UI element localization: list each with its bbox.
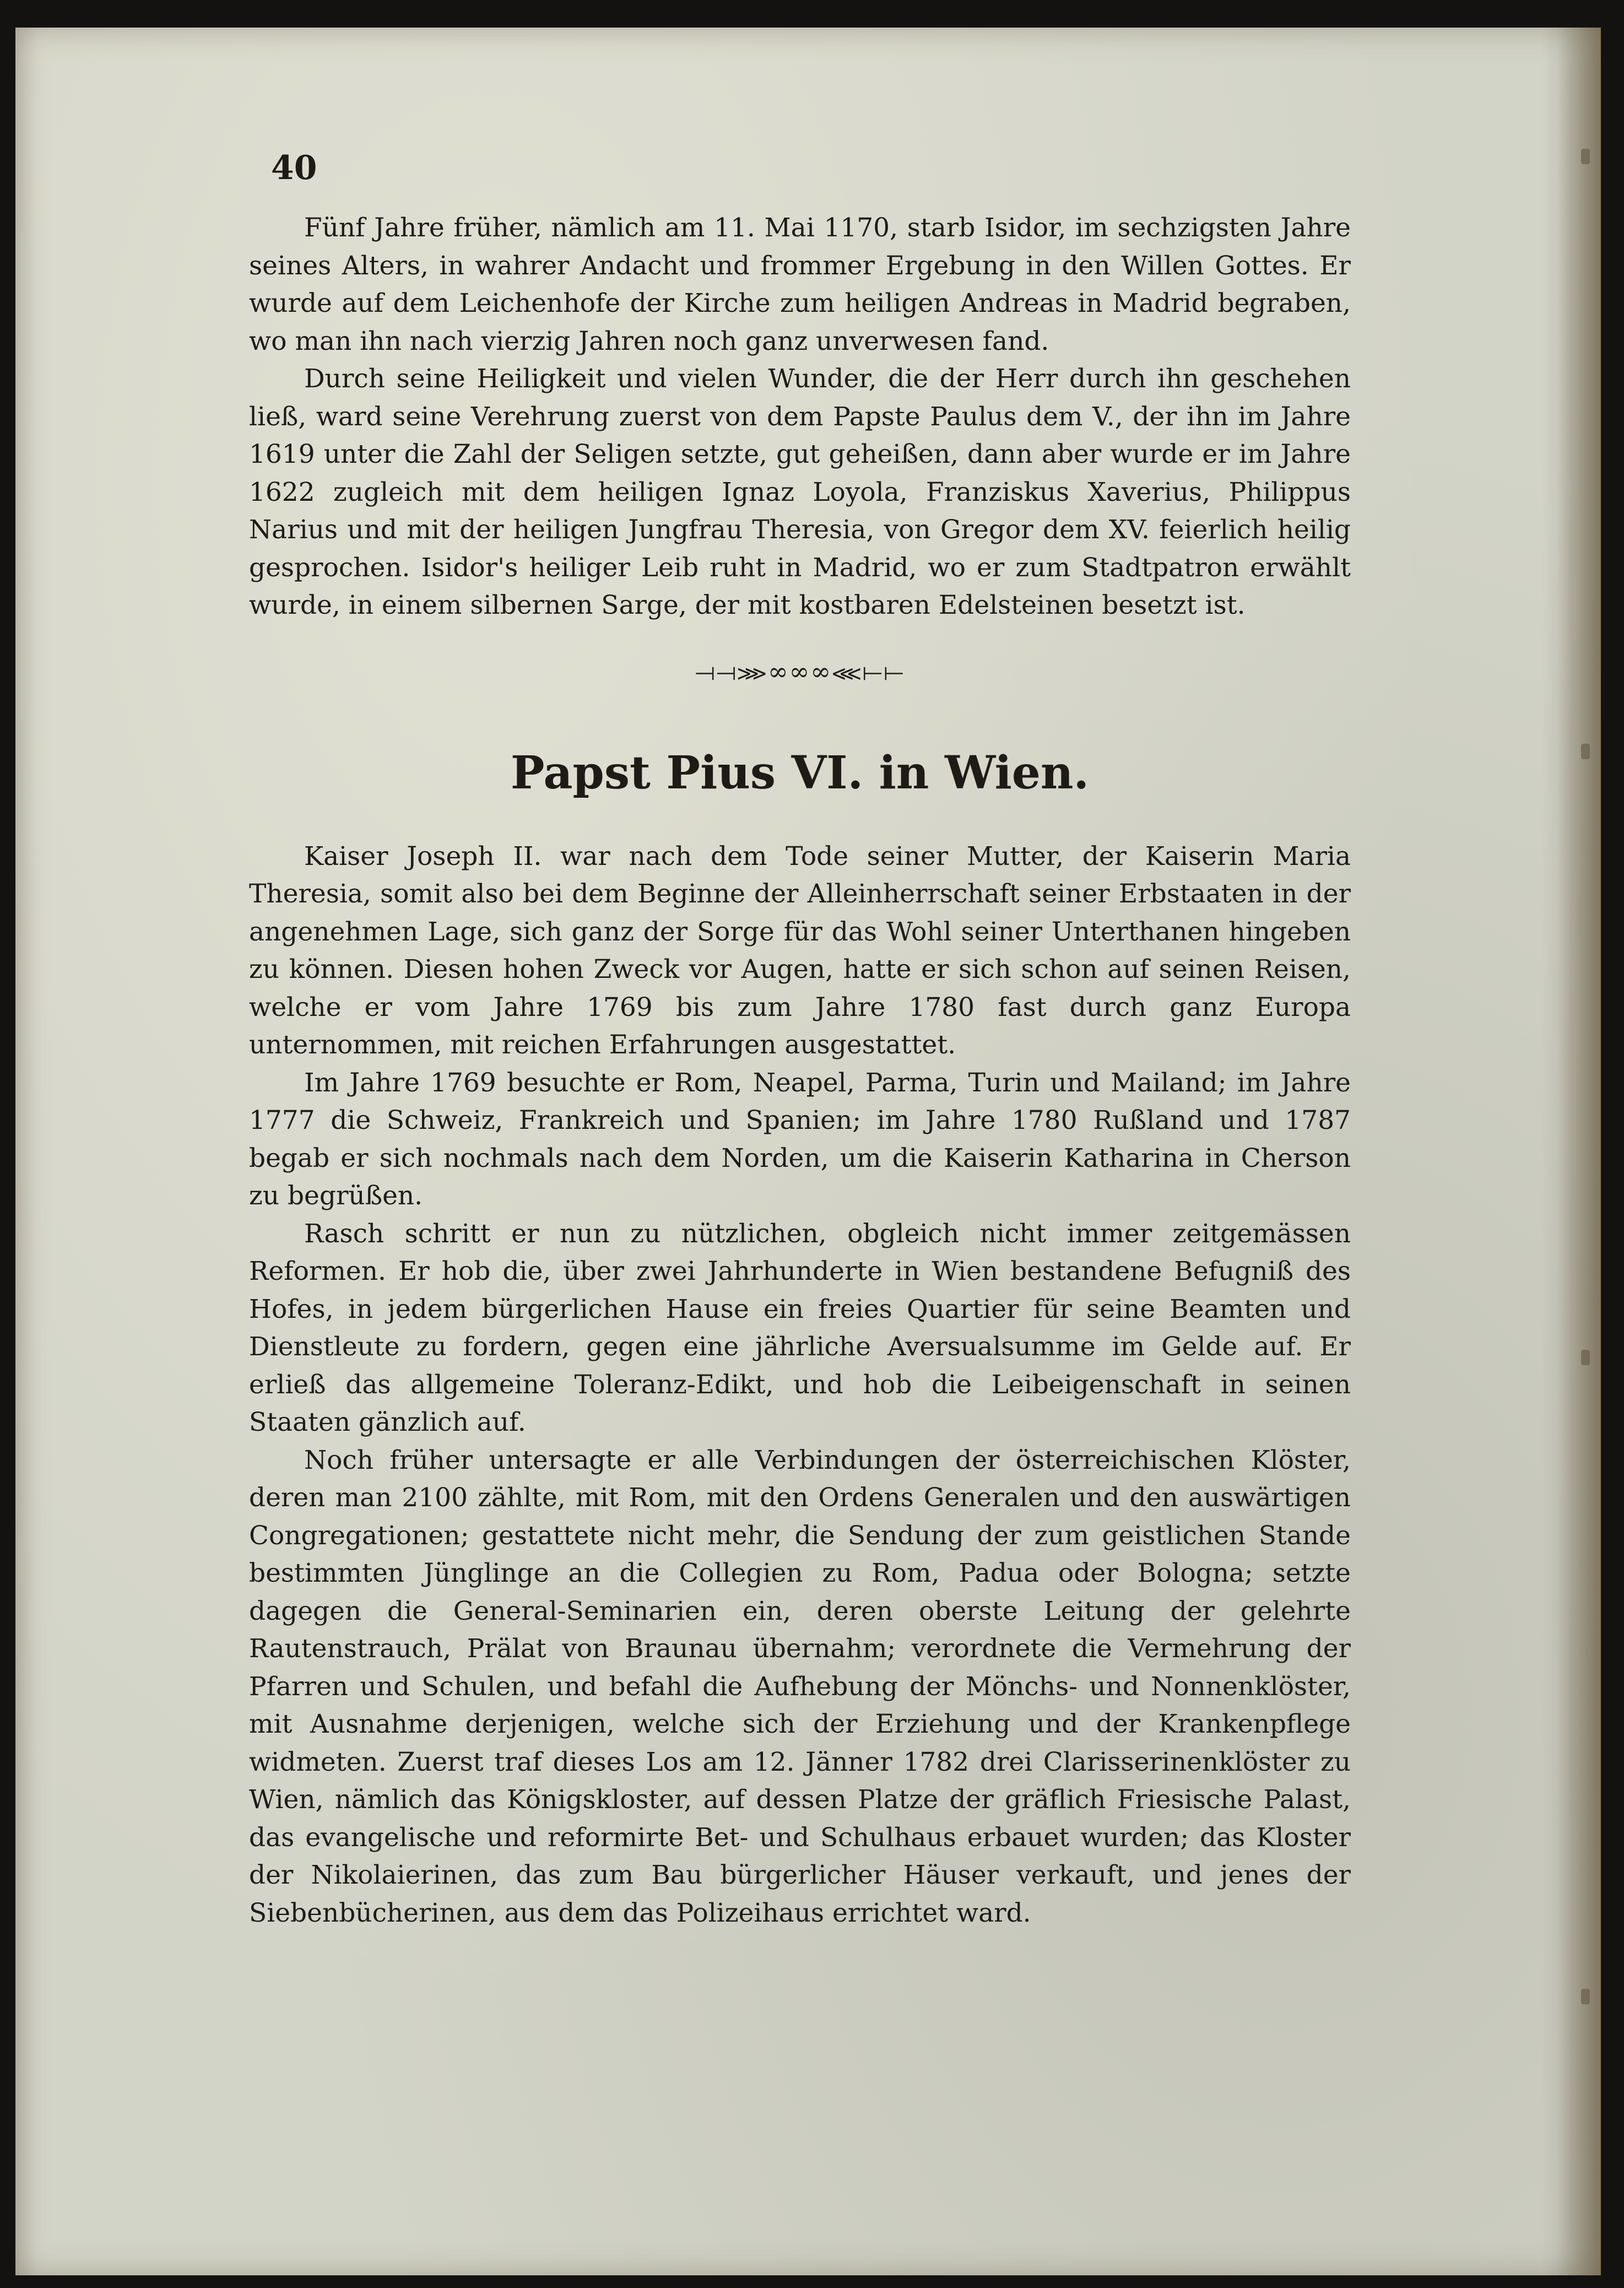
binding-mark: [1581, 149, 1590, 164]
binding-mark: [1581, 1989, 1590, 2004]
text-block: [249, 149, 1351, 1932]
paragraph-isidor-death: Fünf Jahre früher, nämlich am 11. Mai 1170, starb Isidor, im sechzigsten Jahre seines Alters, in wahrer Andacht und frommer Ergebung in den Willen Gottes. Er wurde auf dem Leichenhofe der Kirche zum heiligen Andreas in Madrid begraben, wo man ihn nach vierzig Jahren noch ganz unverwesen fand.: [249, 213, 1351, 356]
binding-mark: [1581, 1350, 1590, 1365]
binding-mark: [1581, 744, 1590, 759]
paragraph-isidor-canonization: Durch seine Heiligkeit und vielen Wunder, die der Herr durch ihn geschehen ließ, ward seine Verehrung zuerst von dem Papste Paulus dem V., der ihn im Jahre 1619 unter die Zahl der Seligen setzte, gut geheißen, dann aber wurde er im Jahre 1622 zugleich mit dem heiligen Ignaz Loyola, Franziskus Xaverius, Philippus Narius und mit der heiligen Jungfrau Theresia, von Gregor dem XV. feierlich heilig gesprochen. Isidor's heiliger Leib ruht in Madrid, wo er zum Stadtpatron erwählt wurde, in einem silbernen Sarge, der mit kostbaren Edelsteinen besetzt ist.: [249, 364, 1351, 620]
paragraph-reforms: Rasch schritt er nun zu nützlichen, obgleich nicht immer zeitgemässen Reformen. Er hob die, über zwei Jahrhunderte in Wien bestandene Befugniß des Hofes, in jedem bürgerlichen Hause ein freies Quartier für seine Beamten und Dienstleute zu fordern, gegen eine jährliche Aversualsumme im Gelde auf. Er erließ das allgemeine Toleranz-Edikt, und hob die Leibeigenschaft in seinen Staaten gänzlich auf.: [249, 1218, 1351, 1437]
section-title: Papst Pius VI. in Wien.: [510, 746, 1090, 799]
section-divider-ornament: ⟞⟞⋙∞∞∞⋘⟝⟝: [695, 657, 905, 686]
paragraph-joseph-reign: Kaiser Joseph II. war nach dem Tode seiner Mutter, der Kaiserin Maria Theresia, somit also bei dem Beginne der Alleinherrschaft seiner Erbstaaten in der angenehmen Lage, sich ganz der Sorge für das Wohl seiner Unterthanen hingeben zu können. Diesen hohen Zweck vor Augen, hatte er sich schon auf seinen Reisen, welche er vom Jahre 1769 bis zum Jahre 1780 fast durch ganz Europa unternommen, mit reichen Erfahrungen ausgestattet.: [249, 841, 1351, 1060]
page-spine-shadow: [1557, 28, 1601, 2275]
paragraph-monasteries: Noch früher untersagte er alle Verbindungen der österreichischen Klöster, deren man 2100 zählte, mit Rom, mit den Ordens Generalen und den auswärtigen Congregationen; gestattete nicht mehr, die Sendung der zum geistlichen Stande bestimmten Jünglinge an die Collegien zu Rom, Padua oder Bologna; setzte dagegen die General-Seminarien ein, deren oberste Leitung der gelehrte Rautenstrauch, Prälat von Braunau übernahm; verordnete die Vermehrung der Pfarren und Schulen, und befahl die Aufhebung der Mönchs- und Nonnenklöster, mit Ausnahme derjenigen, welche sich der Erziehung und der Krankenpflege widmeten. Zuerst traf dieses Los am 12. Jänner 1782 drei Clarisserinenklöster zu Wien, nämlich das Königskloster, auf dessen Platze der gräflich Friesische Palast, das evangelische und reformirte Bet- und Schulhaus erbauet wurden; das Kloster der Nikolaierinen, das zum Bau bürgerlicher Häuser verkauft, und jenes der Siebenbücherinen, aus dem das Polizeihaus errichtet ward.: [249, 1445, 1351, 1928]
page-number: 40: [271, 149, 317, 187]
paragraph-joseph-travels: Im Jahre 1769 besuchte er Rom, Neapel, Parma, Turin und Mailand; im Jahre 1777 die Schweiz, Frankreich und Spanien; im Jahre 1780 Rußland und 1787 begab er sich nochmals nach dem Norden, um die Kaiserin Katharina in Cherson zu begrüßen.: [249, 1067, 1351, 1211]
